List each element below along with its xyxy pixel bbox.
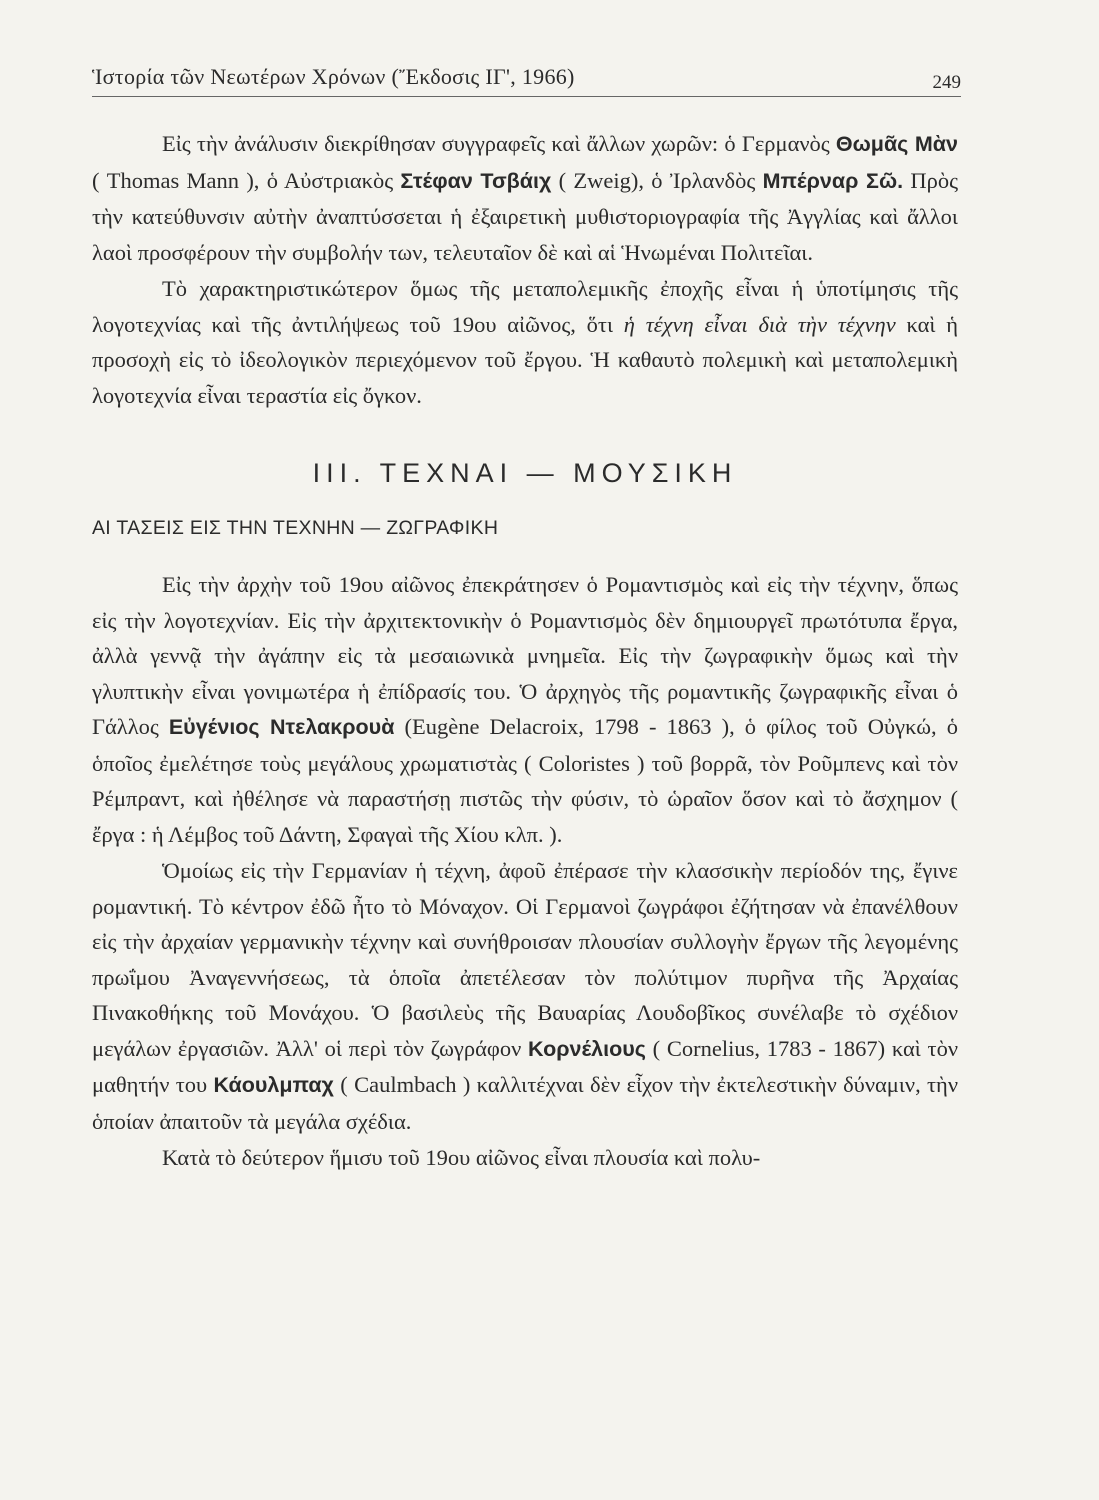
text-run: Εἰς τὴν ἀρχὴν τοῦ 19ου αἰῶνος ἐπεκράτησεν ὁ Ρομαντισμὸς καὶ εἰς τὴν τέχνην, ὅπως εἰς τὴν λογοτεχνίαν. Εἰς τὴν ἀρχιτεκτονικὴν ὁ Ρομαντισμὸς δὲν δημιουργεῖ πρωτότυπα ἔργα, ἀλλὰ γεννᾷ τὴν ἀγάπην εἰς τὰ μεσαιωνικὰ μνημεῖα. Εἰς τὴν ζωγραφικὴν ὅμως καὶ τὴν γλυπτικὴν εἶναι γονιμωτέρα ἡ ἐπίδρασίς του. Ὁ ἀρχηγὸς τῆς ρομαντικῆς ζωγραφικῆς εἶναι ὁ Γάλλος <box>92 572 958 739</box>
text-run: Τὸ χαρακτηριστικώτερον ὅμως τῆς μεταπολεμικῆς ἐποχῆς εἶναι ἡ ὑποτίμησις τῆς λογοτεχνίας καὶ τῆς ἀντιλήψεως τοῦ 19ου αἰῶνος, ὅτι <box>92 276 958 337</box>
bold-name: Στέφαν Τσβάιχ <box>400 168 552 193</box>
paragraph <box>92 126 958 270</box>
text-run: (Eugène Delacroix, 1798 - 1863 ), ὁ φίλος τοῦ Οὐγκώ, ὁ ὁποῖος ἐμελέτησε τοὺς μεγάλους χρωματιστὰς ( Coloristes ) τοῦ βορρᾶ, τὸν Ροῦμπενς καὶ τὸν Ρέμπραντ, καὶ ἠθέλησε νὰ παραστήσῃ πιστῶς τὴν φύσιν, τὸ ὡραῖον ὅσον καὶ τὸ ἄσχημον ( ἔργα : ἡ Λέμβος τοῦ Δάντη, Σφαγαὶ τῆς Χίου κλπ. ). <box>92 714 958 847</box>
running-header <box>92 64 961 97</box>
text-run: καὶ ἡ προσοχὴ εἰς τὸ ἰδεολογικὸν περιεχόμενον τοῦ ἔργου. Ἡ καθαυτὸ πολεμικὴ καὶ μεταπολεμικὴ λογοτεχνία εἶναι τεραστία εἰς ὄγκον. <box>92 311 959 408</box>
section-title: ΙΙΙ. ΤΕΧΝΑΙ — ΜΟΥΣΙΚΗ <box>312 458 738 488</box>
text-run: ( Cornelius, 1783 - 1867) καὶ τὸν μαθητήν του <box>92 1035 958 1097</box>
bold-name: Κάουλμπαχ <box>213 1073 334 1097</box>
book-title: Ἱστορία τῶν Νεωτέρων Χρόνων (Ἔκδοσις ΙΓ', 1966) <box>92 64 575 89</box>
text-run: Εἰς τὴν ἀνάλυσιν διεκρίθησαν συγγραφεῖς καὶ ἄλλων χωρῶν: ὁ Γερμανὸς <box>162 131 836 156</box>
bold-name: Μπέρναρ Σῶ. <box>762 168 904 193</box>
text-run: Ὁμοίως εἰς τὴν Γερμανίαν ἡ τέχνη, ἀφοῦ ἐπέρασε τὴν κλασσικὴν περίοδόν της, ἔγινε ρομαντική. Τὸ κέντρον ἐδῶ ἦτο τὸ Μόναχον. Οἱ Γερμανοὶ ζωγράφοι ἐζήτησαν νὰ ἐπανέλθουν εἰς τὴν ἀρχαίαν γερμανικὴν τέχνην καὶ συνήθροισαν πλουσίαν συλλογὴν ἔργων τῆς λεγομένης πρωΐμου Ἀναγεννήσεως, τὰ ὁποῖα ἀπετέλεσαν τὸν πολύτιμον πυρῆνα τῆς Ἀρχαίας Πινακοθήκης τοῦ Μονάχου. Ὁ βασιλεὺς τῆς Βαυαρίας Λουδοβῖκος συνέλαβε τὸ σχέδιον μεγάλων ἐργασιῶν. Ἀλλ' οἱ περὶ τὸν ζωγράφον <box>92 858 958 1061</box>
bold-name: Θωμᾶς Μὰν <box>835 132 958 156</box>
bold-name: Εὐγένιος Ντελακρουὰ <box>168 715 395 739</box>
text-run: Κατὰ τὸ δεύτερον ἥμισυ τοῦ 19ου αἰῶνος εἶναι πλουσία καὶ πολυ- <box>162 1145 761 1170</box>
text-run: ( Caulmbach ) καλλιτέχναι δὲν εἶχον τὴν ἐκτελεστικὴν δύναμιν, τὴν ὁποίαν ἀπαιτοῦν τὰ μεγάλα σχέδια. <box>92 1072 958 1134</box>
bold-name: Κορνέλιους <box>528 1036 646 1061</box>
text-run: ( Zweig), ὁ Ἰρλανδὸς <box>551 167 763 193</box>
paragraph <box>92 1140 958 1176</box>
paragraph <box>92 271 958 413</box>
paragraph <box>92 567 958 852</box>
text-run: ( Thomas Mann ), ὁ Αὐστριακὸς <box>92 167 401 193</box>
text-run: Πρὸς τὴν κατεύθυνσιν αὐτὴν ἀναπτύσσεται ἡ ἐξαιρετικὴ μυθιστοριογραφία τῆς Ἀγγλίας καὶ ἄλλοι λαοὶ προσφέρουν τὴν συμβολήν των, τελευταῖον δὲ καὶ αἱ Ἡνωμέναι Πολιτεῖαι. <box>92 167 958 265</box>
italic-phrase: ἡ τέχνη εἶναι διὰ τὴν τέχνην <box>623 311 896 337</box>
paragraph <box>92 853 958 1139</box>
subsection-title: ΑΙ ΤΑΣΕΙΣ ΕΙΣ ΤΗΝ ΤΕΧΝΗΝ — ΖΩΓΡΑΦΙΚΗ <box>92 517 499 539</box>
page-body <box>92 126 958 1176</box>
page-number: 249 <box>932 72 961 93</box>
